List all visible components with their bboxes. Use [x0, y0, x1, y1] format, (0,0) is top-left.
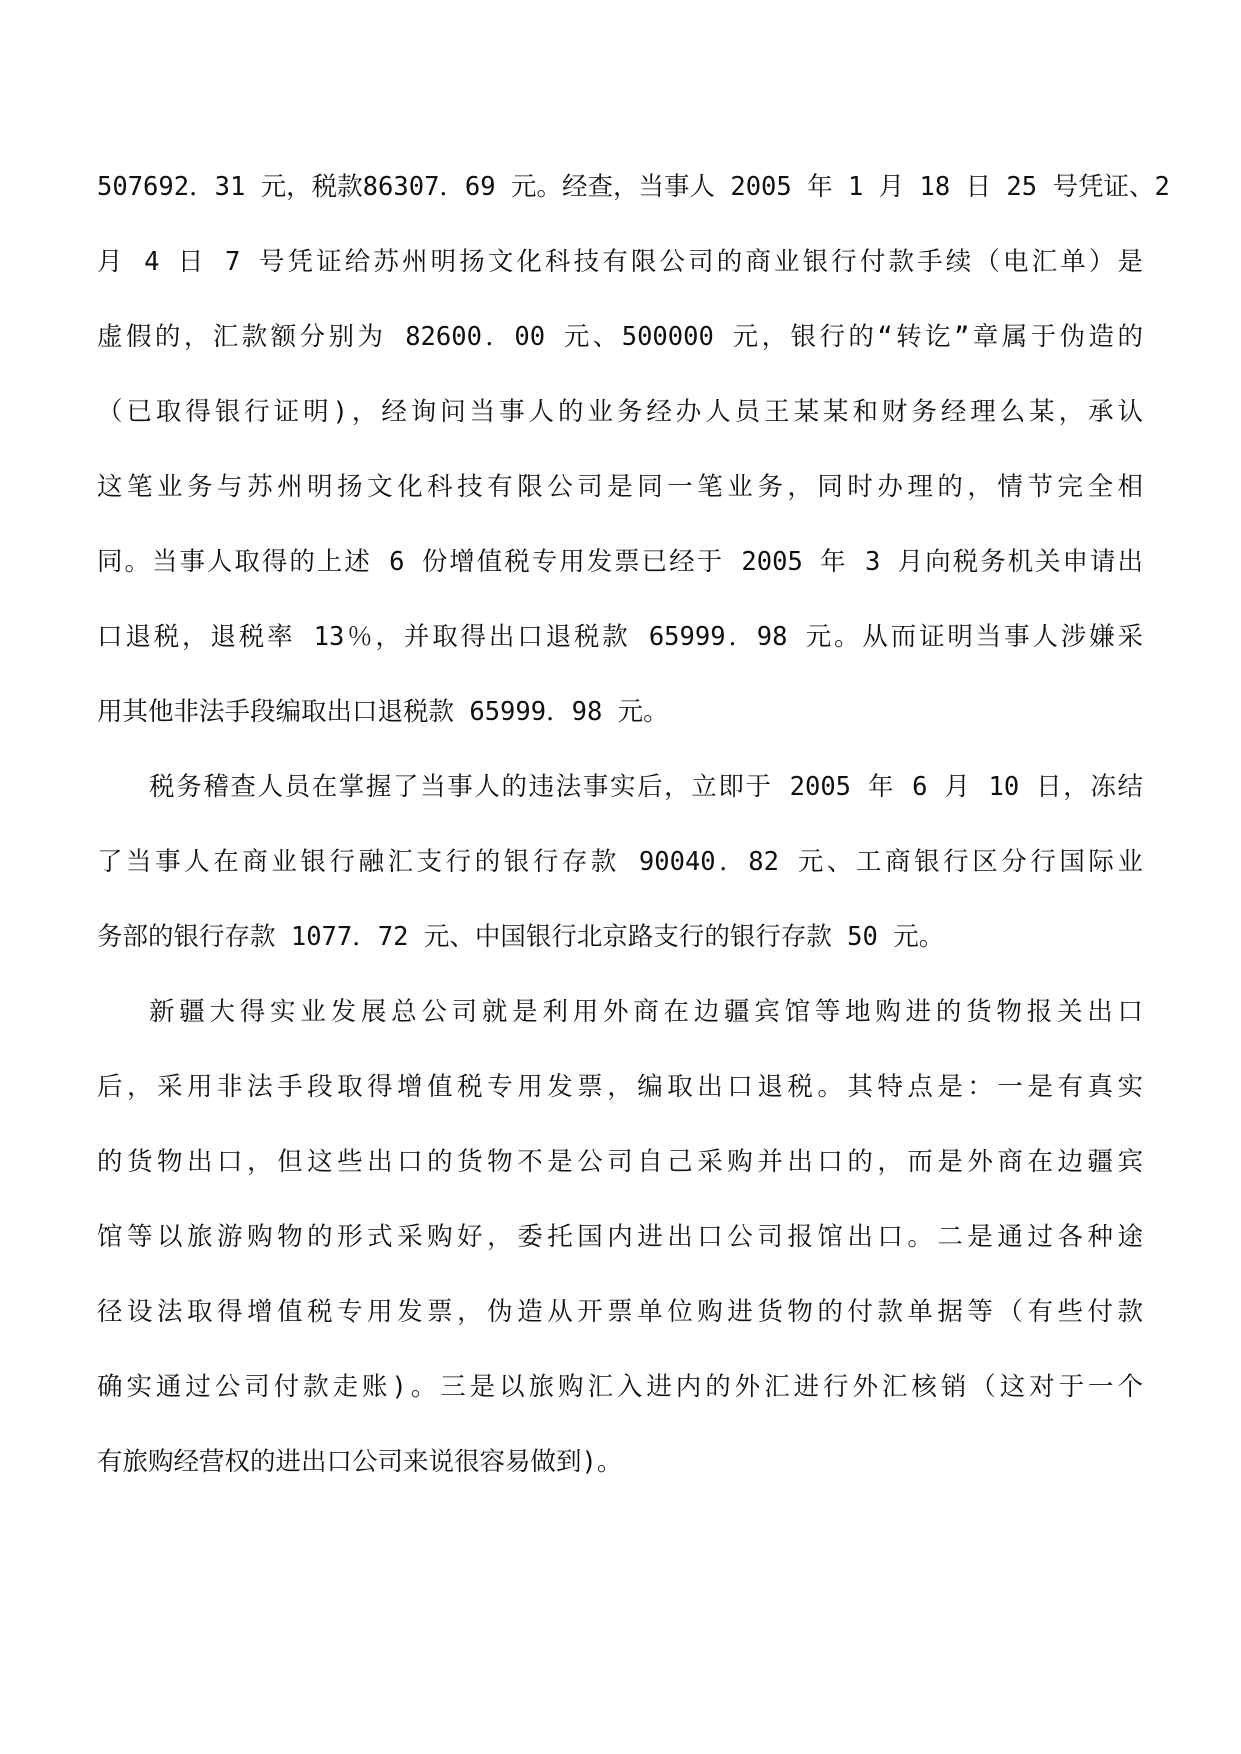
text-line: 馆等以旅游购物的形式采购好，委托国内进出口公司报馆出口。二是通过各种途	[97, 1222, 1143, 1252]
text-line: 有旅购经营权的进出口公司来说很容易做到)。	[97, 1447, 623, 1477]
text-line: 的货物出口，但这些出口的货物不是公司自己采购并出口的，而是外商在边疆宾	[97, 1147, 1143, 1177]
text-line: 用其他非法手段编取出口退税款 65999．98 元。	[97, 697, 669, 727]
text-line: 口退税，退税率 13％，并取得出口退税款 65999．98 元。从而证明当事人涉嫌采	[97, 622, 1143, 652]
paragraph-1	[97, 150, 1170, 750]
text-line: 确实通过公司付款走账)。三是以旅购汇入进内的外汇进行外汇核销（这对于一个	[97, 1372, 1143, 1402]
text-line: 新疆大得实业发展总公司就是利用外商在边疆宾馆等地购进的货物报关出口	[149, 997, 1143, 1027]
text-line: 了当事人在商业银行融汇支行的银行存款 90040．82 元、工商银行区分行国际业	[97, 847, 1143, 877]
text-line: 507692．31 元，税款86307．69 元。经查，当事人 2005 年 1 月 18 日 25 号凭证、2	[97, 172, 1170, 202]
text-line: 这笔业务与苏州明扬文化科技有限公司是同一笔业务，同时办理的，情节完全相	[97, 472, 1143, 502]
text-line: 径设法取得增值税专用发票，伪造从开票单位购进货物的付款单据等（有些付款	[97, 1297, 1143, 1327]
text-line: 月 4 日 7 号凭证给苏州明扬文化科技有限公司的商业银行付款手续（电汇单）是	[97, 247, 1143, 277]
text-line: 同。当事人取得的上述 6 份增值税专用发票已经于 2005 年 3 月向税务机关申请出	[97, 547, 1143, 577]
text-line: 税务稽查人员在掌握了当事人的违法事实后，立即于 2005 年 6 月 10 日，冻结	[149, 772, 1143, 802]
text-line: （已取得银行证明)，经询问当事人的业务经办人员王某某和财务经理么某，承认	[97, 397, 1143, 427]
paragraph-3	[97, 975, 1143, 1500]
text-line: 后，采用非法手段取得增值税专用发票，编取出口退税。其特点是：一是有真实	[97, 1072, 1143, 1102]
text-line: 务部的银行存款 1077．72 元、中国银行北京路支行的银行存款 50 元。	[97, 922, 945, 952]
document-page	[97, 150, 1170, 1500]
text-line: 虚假的，汇款额分别为 82600．00 元、500000 元，银行的“转讫”章属于伪造的	[97, 322, 1143, 352]
paragraph-2	[97, 750, 1143, 975]
